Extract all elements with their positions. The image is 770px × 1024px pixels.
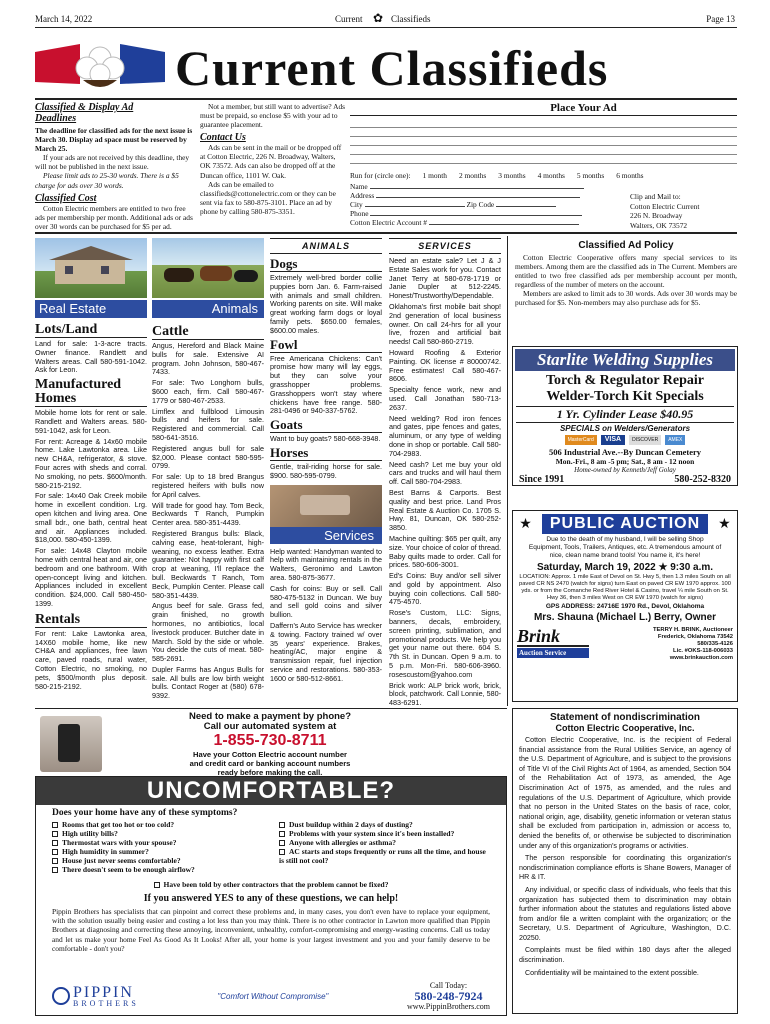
account-field[interactable]	[350, 218, 600, 227]
auction-title-row	[513, 514, 737, 534]
star-icon: ★	[718, 516, 731, 532]
symptom-item[interactable]	[279, 820, 490, 829]
welding-lease: 1 Yr. Cylinder Lease $40.95	[516, 406, 734, 423]
auction-line-1: Due to the death of my husband, I will be selling Shop	[546, 536, 704, 543]
public-auction-ad	[512, 510, 738, 702]
service-ad-5: Need welding? Rod iron fences and gates, pipe fences and gates, aluminum, or any type of welding done in shop or portable. Call 580-704-2983.	[389, 413, 501, 458]
nondiscrim-title: Statement of nondiscrimination	[549, 712, 700, 723]
horses-heading: Horses	[270, 446, 382, 461]
payment-line-4: and credit card or banking account numbers	[189, 759, 351, 768]
starlite-welding-ad	[512, 346, 738, 486]
dogs-heading: Dogs	[270, 257, 382, 272]
run-for-row[interactable]	[350, 171, 737, 180]
homes-ad-2: For rent: Acreage & 14x60 mobile home. Lake Lawtonka area. Like new CH&A, refrigerator, & stove. Four acres with sheds and corral. No smoking, no pets. $600/month. 580-215-2192.	[35, 436, 147, 490]
pippin-logo	[52, 985, 139, 1008]
cattle-ad-3: Limflex and fullblood Limousin bulls and heifers for sale. Registered and commercial. Call 580-641-3516.	[152, 406, 264, 442]
policy-p2: Members are asked to limit ads to 30 words. Ads over 30 words may be purchased for $5. Non-members may also purchase ads for $5.	[515, 289, 737, 308]
goats-ad: Want to buy goats? 580-668-3948.	[270, 434, 381, 444]
welding-specials: SPECIALS on Welders/Generators	[559, 424, 691, 433]
service-ad-7: Best Barns & Carports. Best quality and best price. Land Pros Real Estate & Auction Co. 1705 S. Hwy. 81, Duncan, OK 580-252-3850.	[389, 487, 501, 533]
symptom-item[interactable]	[279, 829, 490, 838]
symptom-text: AC starts and stops frequently or runs all the time, and house is still not cool?	[279, 847, 486, 865]
welding-owner: Home-owned by Kenneth/Jeff Golay	[574, 466, 676, 474]
nondiscrim-subtitle: Cotton Electric Cooperative, Inc.	[555, 723, 695, 733]
account-label: Cotton Electric Account #	[350, 218, 427, 228]
services-list-2	[389, 257, 501, 708]
run-option-2[interactable]: 2 months	[458, 171, 487, 180]
cattle-ad-8: Angus beef for sale. Grass fed, grain finished, no growth hormones, no antibiotics, local livestock producer. Butcher date in March. Sold by the side or whole. You decide the cuts of meat. 580-585-2691.	[152, 601, 264, 664]
services-ad-2: Cash for coins: Buy or sell. Call 580-475-5132 in Duncan. We buy and sell gold coins and silver bullion.	[270, 583, 382, 620]
pippin-phone[interactable]: 580-248-7924	[414, 989, 483, 1003]
clip-mail-address	[630, 192, 699, 230]
place-ad-form	[350, 102, 737, 230]
place-ad-title: Place Your Ad	[350, 102, 737, 116]
cattle-ad-2: For sale: Two Longhorn bulls, $600 each, firm. Call 580-467-1779 or 580-467-2533.	[152, 378, 264, 405]
issue-date: March 14, 2022	[35, 14, 93, 24]
welding-address: 506 Industrial Ave.--By Duncan Cemetery	[548, 447, 702, 457]
service-ad-9: Ed's Coins: Buy and/or sell silver and gold by appointment. Also buying coin collections. Call 580-475-4570.	[389, 571, 501, 607]
service-ad-6: Need cash? Let me buy your old cars and trucks and will haul them off. Call 580-704-2983.	[389, 459, 501, 487]
run-option-6[interactable]: 6 months	[616, 171, 644, 180]
pippin-body: Pippin Brothers has specialists that can pinpoint and correct these problems and, in many cases, you don't even have to replace your equipment, with the solution usually being easier and costing a lot less than you may think. There is no other contractor in Lawton more qualified than Pippin Brothers at diagnosing and correcting these annoying, inconvenient, unhealthy, comfort-compromising and energy-wasting concerns. Call us today and let us make your home Feel As Good As It Looks! After all, your home is your largest investment and you and your family deserve to be comfortable - don't you?	[52, 907, 490, 953]
run-for-label: Run for (circle one):	[350, 171, 411, 180]
pippin-logo-subtext: BROTHERS	[73, 998, 139, 1008]
payment-phone[interactable]: 1-855-730-8711	[213, 732, 327, 749]
amex-icon: AMEX	[665, 435, 685, 445]
nondiscrim-p4: Complaints must be filed within 180 days after the alleged discrimination.	[519, 946, 731, 965]
services-banner: Services	[270, 527, 382, 544]
deadlines-heading: Classified & Display Ad Deadlines	[35, 102, 134, 124]
symptoms-right	[279, 820, 490, 874]
symptoms-question: Does your home have any of these symptoms?	[52, 808, 238, 818]
cows-photo	[152, 238, 264, 298]
nondiscrim-p3: Any individual, or specific class of individuals, who feels that this organization has subjected them to discrimination may obtain further information about the statutes and regulations listed above from and/or file a written complaint with the organization; or the Secretary, U.S. Department of Agriculture, Washington, D.C. 20250.	[519, 885, 731, 942]
nondiscrim-p5: Confidentiality will be maintained to the extent possible.	[525, 968, 699, 977]
services-list-1	[270, 548, 382, 684]
zip-label: Zip Code	[466, 200, 495, 210]
symptom-text: Anyone with allergies or asthma?	[289, 838, 396, 847]
cattle-ad-7: Registered Brangus bulls: Black, calving ease, heat-tolerant, high-weaning, no excess leather. Extra guarantee: Not happy with first calf crop at weaning, I'll replace the bull. Beckwards T Ranch, Tom Beck, Pumpkin Center. Please call 580-351-4439.	[152, 528, 264, 600]
rentals-ad: For rent: Lake Lawtonka area, 14X60 mobile home, like new CH&A and appliances, free lawn care, paved roads, rural water, Cotton Electric, no smoking, no pets, $500/month plus deposit. 580-215-2192.	[35, 628, 147, 691]
service-ad-11: Brick work: ALP brick work, brick, block, patchwork. Call Lonnie, 580-483-6291.	[389, 680, 501, 708]
symptom-item[interactable]	[279, 838, 490, 847]
mastercard-icon: MasterCard	[565, 435, 597, 445]
welding-name: Starlite Welding Supplies	[515, 349, 735, 371]
symptom-item[interactable]	[52, 838, 263, 847]
symptom-text: Problems with your system since it's been installed?	[289, 829, 455, 838]
page-header	[35, 11, 735, 28]
homes-ad-4: For sale: 14x48 Clayton mobile home with central heat and air, one bedroom and one bathroom. With open-concept living and kitchen. Appliances included in excellent condition. $24,000. Call 580-450-1399.	[35, 546, 147, 608]
ad-text-lines[interactable]	[350, 119, 737, 164]
pippin-tagline: "Comfort Without Compromise"	[217, 991, 329, 1001]
limit-text: Please limit ads to 25-30 words. There is a $5 charge for ads over 30 words.	[35, 171, 179, 190]
brink-block	[513, 627, 737, 662]
city-label: City	[350, 200, 363, 210]
cost-text: Cotton Electric members are entitled to two free ads per membership per month. Additional ads or ads over 30 words can be purchased for $5 per ad.	[35, 203, 193, 231]
masthead-title: Current Classifieds	[175, 40, 609, 96]
dogs-ad: Extremely well-bred border collie puppies born Jan. 6. Farm-raised with animals and small children. Working parents on site. Will make great working farm dogs or loyal family pets. $650.00 females, $600.00 males.	[270, 273, 382, 335]
auctioneer-city: Frederick, Oklahoma 73542	[657, 634, 733, 640]
auctioneer-info	[593, 627, 733, 662]
welding-footer	[513, 474, 737, 485]
pippin-footer	[52, 981, 490, 1011]
symptom-item[interactable]	[52, 820, 263, 829]
auction-location: LOCATION: Approx. 1 mile East of Devol on St. Hwy 5, then 1.3 miles South on all paved CR NS 2470 (watch for signs) turn East on paved CR EW 1970 approx. 100 yds. or from the Comanche Red River Hotel & Casino, travel ¼ mile South on St. Hwy 36, then 3 miles West on CR EW 1970 (watch for signs)	[518, 574, 732, 601]
policy-title: Classified Ad Policy	[578, 240, 674, 251]
animals-column-2	[270, 238, 382, 686]
horses-ad: Gentle, trail-riding horse for sale. $900. 580-595-0799.	[270, 461, 382, 480]
symptom-text: Thermostat wars with your spouse?	[62, 838, 177, 847]
symptom-text: There doesn't seem to be enough airflow?	[62, 865, 195, 874]
auctioneer-website[interactable]: www.brinkauction.com	[669, 655, 733, 661]
payment-cards	[513, 435, 737, 445]
address-label: Address	[350, 191, 375, 201]
city-zip-field[interactable]	[350, 200, 600, 209]
cattle-ad-1: Angus, Hereford and Black Maine bulls for sale. Extensive AI program. John Johnson, 580-467-7433.	[152, 341, 264, 377]
symptom-center-text: Have been told by other contractors that the problem cannot be fixed?	[163, 880, 389, 889]
real-estate-column	[35, 238, 147, 693]
header-classifieds: Classifieds	[391, 14, 431, 24]
nondiscrim-p1: Cotton Electric Cooperative, Inc. is the recipient of Federal financial assistance from the Rural Utilities Service, an agency of the U.S. Department of Agriculture, and is subject to the provisions of Title VI of the Civil Rights Act of 1964, as amended, Section 504 of the Rehabilitation Act of 1973, as amended, the Age Discrimination Act of 1975, as amended, and the rules and regulations of the U.S. Department of Agriculture, which provide that no person in the United States on the basis of race, color, national origin, age, disability, genetic information or veteran status shall be excluded from participation in, admission or access to, denied the benefits of, or otherwise be subjected to discrimination under any of this organization's programs or activities.	[519, 736, 731, 850]
uncomfortable-banner: UNCOMFORTABLE?	[36, 777, 506, 805]
deadline-text: The deadline for classified ads for the next issue is March 30. Display ad space must be reserved by March 25.	[35, 126, 193, 154]
symptom-item[interactable]	[279, 847, 490, 865]
house-photo	[35, 238, 147, 298]
auction-owner: Mrs. Shauna (Michael L.) Berry, Owner	[533, 612, 717, 623]
symptom-text: House just never seems comfortable?	[62, 856, 181, 865]
services-column	[389, 238, 501, 710]
manufactured-homes-heading: Manufactured Homes	[35, 378, 147, 407]
animals-column-1	[152, 238, 264, 703]
welding-hours: Mon.-Fri., 8 am -5 pm; Sat., 8 am - 12 noon	[555, 457, 695, 466]
cattle-heading: Cattle	[152, 324, 264, 340]
pippin-ad	[35, 776, 507, 1016]
cotton-icon: ✿	[373, 11, 384, 25]
symptoms-lists	[36, 818, 506, 876]
homes-ad-1: Mobile home lots for rent or sale. Randlett and Walters areas. 580-591-1042, ask for Leon.	[35, 408, 147, 435]
symptom-text: Rooms that get too hot or too cold?	[62, 820, 175, 829]
cattle-ad-9: Dupler Farms has Angus Bulls for sale. All bulls are low birth weight bulls. Contact Roger at (580) 678-9392.	[152, 664, 264, 701]
lots-ad: Land for sale: 1-3-acre tracts. Owner finance. Randlett and Walters areas. Call 580-591-1042. Ask for Leon.	[35, 339, 147, 375]
payment-line-1: Need to make a payment by phone?	[188, 711, 352, 722]
symptom-text: High humidity in summer?	[62, 847, 149, 856]
nonmember-text: Not a member, but still want to advertise? Ads must be prepaid, so enclose $5 with your ad to guarantee placement.	[200, 102, 346, 130]
intro-col-1	[35, 102, 193, 231]
pippin-yes: If you answered YES to any of these questions, we can help!	[143, 893, 399, 904]
lots-land-heading: Lots/Land	[35, 322, 147, 338]
pippin-website[interactable]: www.PippinBrothers.com	[406, 1002, 490, 1011]
nondiscrimination-statement	[512, 708, 738, 1014]
homes-list	[35, 409, 147, 609]
clip-address: 226 N. Broadway	[630, 211, 683, 220]
symptoms-left	[52, 820, 263, 874]
real-estate-banner: Real Estate	[35, 300, 147, 318]
run-option-3[interactable]: 3 months	[498, 171, 526, 180]
animals-col-header: ANIMALS	[270, 238, 382, 254]
run-option-5[interactable]: 5 months	[576, 171, 605, 180]
payment-line-5: ready before making the call.	[217, 768, 323, 777]
clip-name: Cotton Electric Current	[630, 201, 700, 211]
ad-policy	[515, 240, 737, 308]
services-photo	[270, 485, 382, 527]
cotton-logo	[35, 32, 165, 96]
services-ad-1: Help wanted: Handyman wanted to help with maintaining rentals in the Walters, Geronimo and Lawton area. 580-875-3677.	[270, 546, 382, 582]
cattle-ad-4: Registered angus bull for sale $2,000. Please contact 580-595-0799.	[152, 443, 264, 471]
services-col-header: SERVICES	[389, 238, 501, 254]
auction-line-3: nice, clean name brand tools! You name it, it's here!	[549, 552, 701, 559]
fowl-heading: Fowl	[270, 338, 382, 353]
discover-icon: DISCOVER	[629, 435, 661, 445]
symptom-center[interactable]	[36, 880, 506, 889]
brink-logo-text: Brink	[517, 627, 589, 647]
cattle-ad-6: Will trade for good hay. Tom Beck, Beckwards T Ranch, Pumpkin Center area. 580-351-4439.	[152, 500, 264, 528]
cattle-ad-5: For sale: Up to 18 bred Brangus registered heifers with bulls now for April calves.	[152, 472, 264, 499]
welding-since: Since 1991	[519, 474, 565, 485]
policy-p1: Cotton Electric Cooperative offers many special services to its members. Among them are the classified ads in The Current. Members are entitled to two free classified ads per membership account per month, regardless of the number of meters on the account.	[515, 253, 737, 290]
auction-line-2: Equipment, Tools, Trailers, Antiques, etc. A tremendous amount of	[528, 544, 722, 551]
auctioneer-license: Lic. #OKS-118-006033	[673, 648, 733, 654]
nondiscrim-p2: The person responsible for coordinating this organization's nondiscrimination compliance efforts is Shane Bowers, Manager of HR & IT.	[519, 854, 731, 882]
service-ad-4: Specialty fence work, new and used. Call Jonathan 580-713-2637.	[389, 385, 501, 412]
phone-photo	[40, 716, 102, 772]
auction-title: PUBLIC AUCTION	[542, 514, 708, 534]
auction-date: Saturday, March 19, 2022 ★ 9:30 a.m.	[536, 562, 714, 573]
pippin-contact	[407, 981, 490, 1011]
symptom-item[interactable]	[52, 847, 263, 856]
auction-gps: GPS ADDRESS: 24716E 1970 Rd., Devol, Oklahoma	[545, 603, 705, 610]
payment-ad	[110, 712, 430, 777]
service-ad-1: Need an estate sale? Let J & J Estate Sales work for you. Contact Janet Terry at 580-678-1719 or Janie Dupler at 512-2245. Honest/Trustworthy/Dependable.	[389, 256, 501, 301]
phone-label: Phone	[350, 209, 369, 219]
name-field[interactable]	[350, 182, 600, 191]
services-ad-3: Daffern's Auto Service has wrecker & towing. Factory trained w/ over 35 years' experience. Brakes, heating/AC, major engine & transmission repair, fuel injection service and restorations. 580-353-1600 or 580-512-8661.	[270, 620, 382, 683]
payment-line-2: Call our automated system at	[203, 721, 337, 732]
pippin-logo-icon	[52, 987, 70, 1005]
homes-ad-3: For sale: 14x40 Oak Creek mobile home in excellent condition. Lrg. open kitchen and living area. One small bdr., one bath, central heat and air. Appliances included. $18,000. 580-450-1399.	[35, 491, 147, 545]
contact-heading: Contact Us	[200, 132, 246, 144]
fowl-ad: Free Americana Chickens: Can't promise how many will lay eggs, but they can solve your grasshopper problems. Grasshoppers won't stay where chickens have free range. 580-281-0496 or 940-337-5762.	[270, 353, 382, 416]
page-number: Page 13	[706, 14, 735, 24]
animals-banner: Animals	[152, 300, 264, 318]
symptom-text: High utility bills?	[62, 829, 118, 838]
cattle-list	[152, 342, 264, 701]
symptom-item[interactable]	[52, 856, 263, 865]
address-field[interactable]	[350, 191, 600, 200]
service-ad-3: Howard Roofing & Exterior Painting. OK license # 80000742. Free estimates! Call 580-467-8606.	[389, 347, 501, 384]
cost-heading: Classified Cost	[35, 192, 97, 204]
header-current: Current	[335, 14, 363, 24]
contact-text-1: Ads can be sent in the mail or be dropped off at Cotton Electric, 226 N. Broadway, Walters, OK 73572. Ads can also be dropped off at the Duncan office, 1101 W. Oak.	[200, 143, 342, 180]
auction-intro	[513, 536, 737, 560]
service-ad-10: Rose's Custom, LLC: Signs, banners, decals, embroidery, screen printing, sublimation, and promotional products. We help you get your name out there. 604 S. 7th St. in Duncan. Open 9 a.m. to 5 p.m. Mon-Fri. 580-606-3960. rosescustom@yahoo.com	[389, 608, 501, 679]
brink-logo	[517, 627, 589, 662]
welding-phone: 580-252-8320	[674, 474, 731, 485]
welding-line2: Welder-Torch Kit Specials	[546, 389, 704, 404]
run-option-4[interactable]: 4 months	[537, 171, 565, 180]
rentals-heading: Rentals	[35, 612, 147, 628]
payment-line-3: Have your Cotton Electric account number	[192, 750, 347, 759]
clip-label: Clip and Mail to:	[630, 192, 681, 201]
clip-city: Walters, OK 73572	[630, 220, 688, 230]
symptom-item[interactable]	[52, 865, 263, 874]
symptom-text: Dust buildup within 2 days of dusting?	[289, 820, 413, 829]
service-ad-2: Oklahoma's first mobile bait shop! 2nd generation of local business owner. On call 24-hrs for all your live, frozen and artificial bait needs! Call 580-860-2719.	[389, 301, 501, 347]
name-label: Name	[350, 182, 368, 192]
goats-heading: Goats	[270, 418, 382, 433]
pippin-logo-text: PIPPIN	[73, 983, 134, 1001]
pippin-call-label: Call Today:	[429, 981, 468, 990]
brink-logo-subtext: Auction Service	[517, 648, 589, 658]
intro-col-2	[200, 102, 346, 216]
symptom-item[interactable]	[52, 829, 263, 838]
phone-field[interactable]	[350, 209, 600, 218]
form-fields	[350, 182, 600, 227]
contact-text-2: Ads can be emailed to classifieds@cottonelectric.com or they can be sent via fax to 580-875-3101. Place an ad by phone by calling 580-875-3351.	[200, 179, 336, 216]
service-ad-8: Machine quilting: $65 per quilt, any size. Your choice of color of thread. Baby quilts made to order. Call for prices. 580-606-3001.	[389, 533, 501, 570]
late-text: If your ads are not received by this deadline, they will not be published in the next issue.	[35, 153, 190, 172]
auctioneer-phone: 580/335-4126	[697, 641, 733, 647]
welding-line1: Torch & Regulator Repair	[545, 373, 704, 388]
auctioneer-name: TERRY H. BRINK, Auctioneer	[653, 627, 733, 633]
visa-icon: VISA	[601, 435, 625, 445]
star-icon: ★	[519, 516, 532, 532]
run-option-1[interactable]: 1 month	[422, 171, 447, 180]
